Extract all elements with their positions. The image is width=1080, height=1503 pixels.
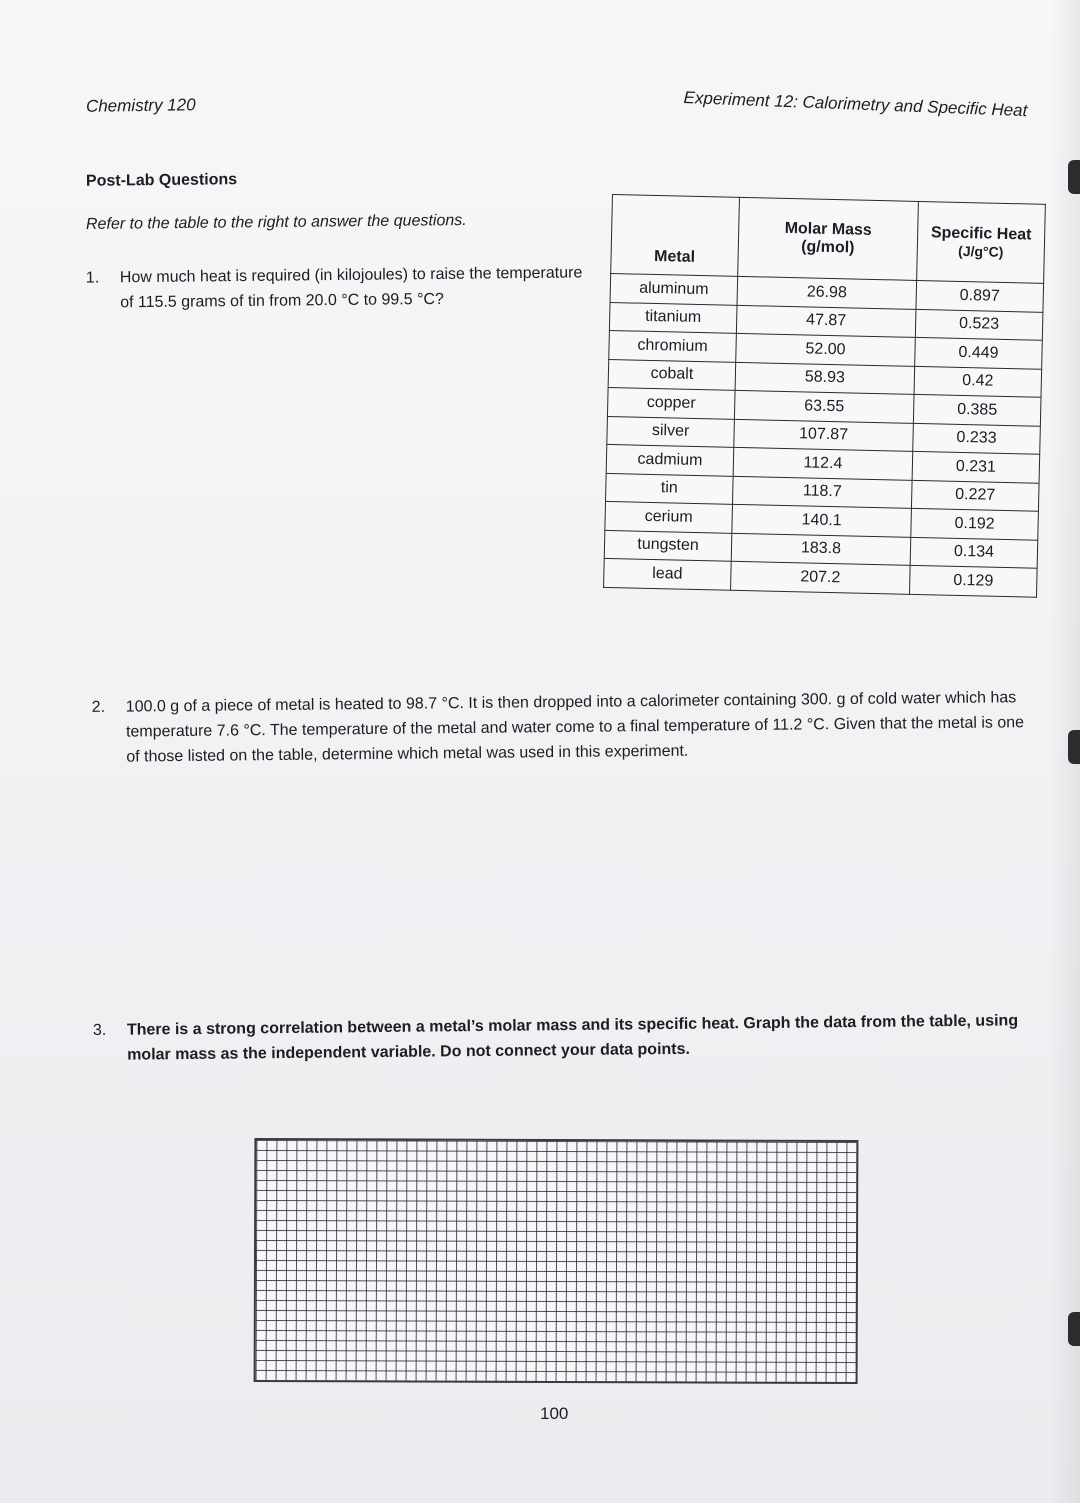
header-molar-mass xyxy=(738,197,919,280)
cell-specific-heat: 0.42 xyxy=(914,366,1042,397)
cell-specific-heat: 0.233 xyxy=(913,423,1041,454)
cell-molar-mass: 112.4 xyxy=(733,447,913,480)
cell-molar-mass: 52.00 xyxy=(736,333,916,366)
header-molar-mass-label: Molar Mass xyxy=(784,219,872,239)
cell-molar-mass: 58.93 xyxy=(735,362,915,395)
header-molar-mass-unit: (g/mol) xyxy=(800,238,855,257)
cell-molar-mass: 183.8 xyxy=(731,533,911,566)
cell-metal: silver xyxy=(607,416,735,447)
cell-specific-heat: 0.227 xyxy=(911,480,1039,511)
page-number: 100 xyxy=(540,1404,569,1423)
cell-molar-mass: 107.87 xyxy=(734,419,914,452)
cell-specific-heat: 0.385 xyxy=(913,394,1041,425)
binder-ring xyxy=(1068,160,1080,194)
header-metal xyxy=(611,195,740,277)
cell-specific-heat: 0.129 xyxy=(910,565,1038,596)
cell-molar-mass: 140.1 xyxy=(732,504,912,537)
header-specific-heat-unit: (J/g°C) xyxy=(957,242,1004,260)
header-specific-heat xyxy=(917,201,1046,283)
course-title: Chemistry 120 xyxy=(85,95,196,116)
cell-metal: chromium xyxy=(609,330,737,361)
cell-specific-heat: 0.897 xyxy=(916,280,1044,311)
cell-metal: cerium xyxy=(605,501,733,532)
cell-molar-mass: 63.55 xyxy=(734,390,914,423)
cell-metal: titanium xyxy=(609,302,737,333)
question-text: How much heat is required (in kilojoules) to raise the temperature of 115.5 grams of tin from 20.0 °C to 99.5 °C? xyxy=(119,264,583,312)
graph-paper-grid xyxy=(254,1138,859,1384)
table-header-row xyxy=(611,195,1046,284)
question-2 xyxy=(92,685,1033,770)
cell-molar-mass: 26.98 xyxy=(737,276,917,309)
metals-table-container xyxy=(603,194,1046,597)
question-number: 2. xyxy=(91,698,106,716)
question-1 xyxy=(86,260,586,315)
cell-specific-heat: 0.523 xyxy=(915,309,1043,340)
cell-metal: aluminum xyxy=(610,273,738,304)
cell-metal: copper xyxy=(607,387,735,418)
cell-molar-mass: 47.87 xyxy=(736,305,916,338)
binder-ring xyxy=(1068,1312,1080,1346)
question-text: There is a strong correlation between a metal’s molar mass and its specific heat. Graph the data from the table, using molar mass as the independent variable. Do not connect your data points. xyxy=(126,1012,1019,1064)
cell-metal: tungsten xyxy=(604,530,732,561)
experiment-title: Experiment 12: Calorimetry and Specific Heat xyxy=(683,88,1028,121)
cell-specific-heat: 0.449 xyxy=(915,337,1043,368)
cell-molar-mass: 207.2 xyxy=(731,561,911,594)
cell-metal: cobalt xyxy=(608,359,736,390)
question-text: 100.0 g of a piece of metal is heated to 98.7 °C. It is then dropped into a calorimeter containing 300. g of cold water which has temperature 7.6 °C. The temperature of the metal and water come to a final temperature of 11.2 °C. Given that the metal is one of those listed on the table, determine which metal was used in this experiment. xyxy=(125,689,1025,766)
instructions: Refer to the table to the right to answer the questions. xyxy=(85,212,467,233)
header-specific-heat-label: Specific Heat xyxy=(930,224,1032,244)
cell-metal: lead xyxy=(604,558,732,589)
question-number: 1. xyxy=(85,269,100,287)
cell-metal: tin xyxy=(606,473,734,504)
cell-specific-heat: 0.231 xyxy=(912,451,1040,482)
question-number: 3. xyxy=(92,1021,107,1040)
cell-specific-heat: 0.134 xyxy=(910,537,1038,568)
binder-ring xyxy=(1068,730,1080,764)
cell-metal: cadmium xyxy=(606,444,734,475)
section-title: Post-Lab Questions xyxy=(85,171,238,190)
header-metal-label: Metal xyxy=(653,247,696,266)
question-3 xyxy=(93,1008,1053,1068)
cell-specific-heat: 0.192 xyxy=(911,508,1039,539)
cell-molar-mass: 118.7 xyxy=(732,476,912,509)
metals-table xyxy=(603,194,1046,597)
